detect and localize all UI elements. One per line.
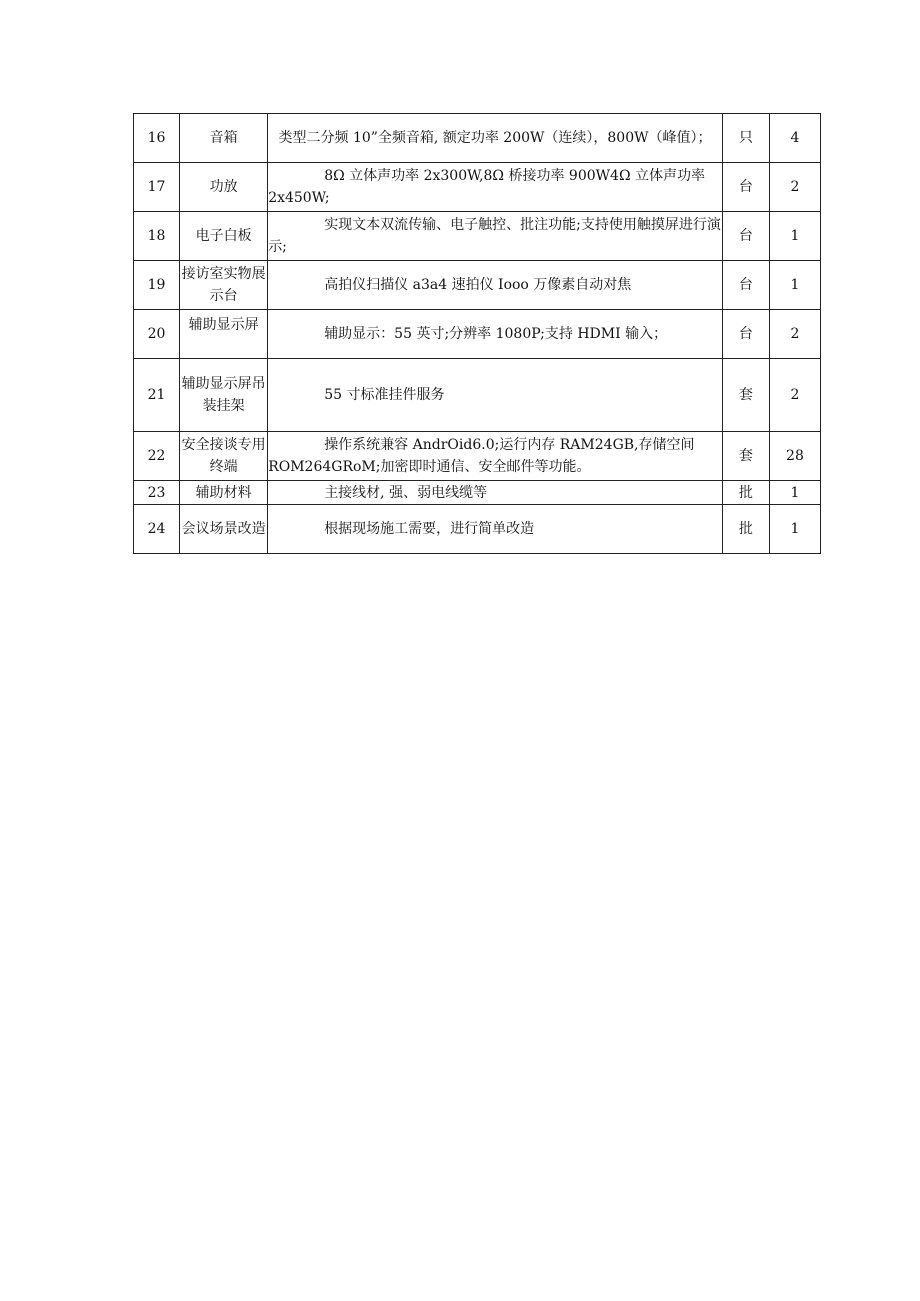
item-quantity: 2 [769,163,820,212]
table-row [134,310,821,359]
item-unit: 套 [722,359,769,432]
equipment-table [133,113,821,554]
row-number: 23 [134,481,180,505]
table-row [134,432,821,481]
item-spec: 55 寸标准挂件服务 [324,387,445,403]
table-row [134,505,821,554]
item-quantity: 28 [769,432,820,481]
row-number: 18 [134,212,180,261]
item-name: 功放 [180,163,268,212]
item-spec: 操作系统兼容 AndrOid6.0;运行内存 RAM24GB,存储空间 ROM264GRoM;加密即时通信、安全邮件等功能。 [268,437,695,475]
row-number: 16 [134,114,180,163]
table-row [134,261,821,310]
item-unit: 台 [722,261,769,310]
item-unit: 批 [722,505,769,554]
item-name: 辅助显示屏吊装挂架 [180,359,268,432]
item-spec: 辅助显示：55 英寸;分辨率 1080P;支持 HDMI 输入； [324,326,668,342]
item-name: 辅助材料 [180,481,268,505]
item-quantity: 2 [769,359,820,432]
item-spec: 类型二分频 10”全频音箱, 额定功率 200W（连续），800W（峰值）； [268,114,723,163]
item-name: 接访室实物展示台 [180,261,268,310]
item-name: 会议场景改造 [180,505,268,554]
table-row [134,359,821,432]
row-number: 24 [134,505,180,554]
item-spec: 实现文本双流传输、电子触控、批注功能;支持使用触摸屏进行演示; [268,217,721,255]
item-name: 电子白板 [180,212,268,261]
row-number: 17 [134,163,180,212]
table-row [134,163,821,212]
row-number: 22 [134,432,180,481]
row-number: 19 [134,261,180,310]
item-unit: 套 [722,432,769,481]
item-name: 音箱 [180,114,268,163]
item-quantity: 1 [769,481,820,505]
table-row [134,114,821,163]
item-spec: 主接线材, 强、弱电线缆等 [324,484,488,501]
item-unit: 台 [722,310,769,359]
item-unit: 台 [722,212,769,261]
item-quantity: 1 [769,212,820,261]
item-quantity: 2 [769,310,820,359]
table-row [134,481,821,505]
item-spec: 高拍仪扫描仪 a3a4 速拍仪 Iooo 万像素自动对焦 [324,277,632,293]
row-number: 20 [134,310,180,359]
item-unit: 只 [722,114,769,163]
item-spec: 根据现场施工需要，进行简单改造 [324,521,535,537]
table-row [134,212,821,261]
item-quantity: 1 [769,261,820,310]
row-number: 21 [134,359,180,432]
item-quantity: 4 [769,114,820,163]
item-spec: 8Ω 立体声功率 2x300W,8Ω 桥接功率 900W4Ω 立体声功率 2x450W; [268,168,706,206]
item-quantity: 1 [769,505,820,554]
item-unit: 台 [722,163,769,212]
item-name: 辅助显示屏 [180,310,268,359]
item-name: 安全接谈专用终端 [180,432,268,481]
item-unit: 批 [722,481,769,505]
